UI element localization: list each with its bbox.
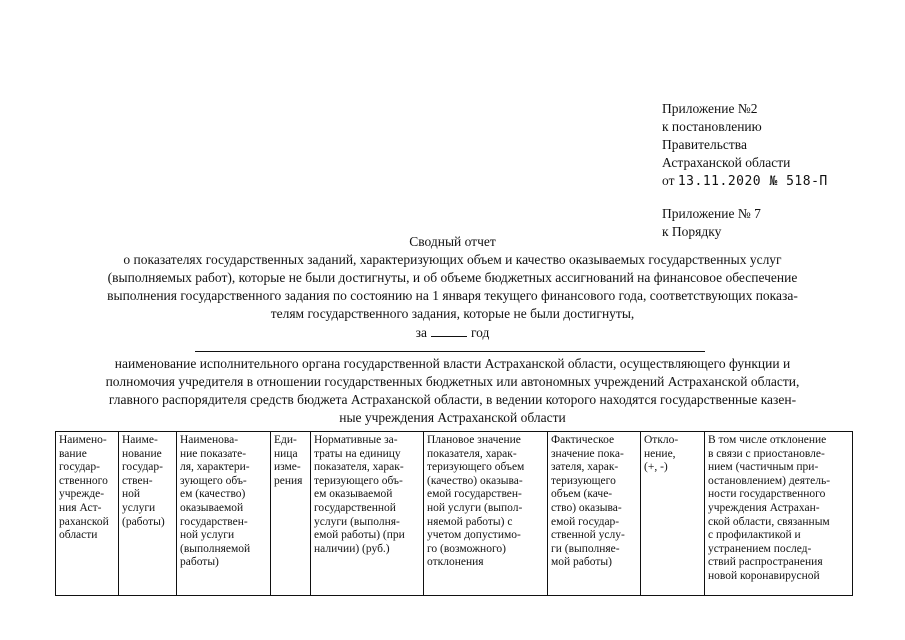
column-header-line: ной bbox=[122, 488, 141, 501]
column-header-line: Откло- bbox=[644, 434, 679, 446]
column-header-line: новой коронавирусной bbox=[708, 569, 820, 582]
column-header-line: наличии) (руб.) bbox=[314, 542, 390, 555]
column-header-line: ля, характери- bbox=[180, 461, 250, 474]
column-header-line: учетом допустимо- bbox=[427, 529, 521, 542]
report-title-line: телям государственного задания, которые не были достигнуты, bbox=[270, 306, 635, 321]
report-title bbox=[50, 233, 855, 342]
column-header-line: го (возможного) bbox=[427, 542, 506, 555]
column-header bbox=[119, 432, 177, 596]
column-header bbox=[177, 432, 271, 596]
column-header-line: (выполняемой bbox=[180, 542, 251, 555]
column-header-line: зателя, харак- bbox=[551, 461, 619, 474]
org-caption-line: наименование исполнительного органа государственной власти Астраханской области, осуществляющего функции и bbox=[114, 356, 791, 371]
column-header bbox=[548, 432, 641, 596]
table-header-row bbox=[56, 432, 853, 596]
column-header-line: Наимено- bbox=[59, 434, 107, 446]
column-header-line: остановлением) деятель- bbox=[708, 474, 831, 487]
column-header-line: услуги (выполня- bbox=[314, 515, 400, 528]
column-header bbox=[56, 432, 119, 596]
column-header-line: ница bbox=[274, 447, 298, 460]
column-header-line: вание bbox=[59, 447, 87, 460]
column-header-line: государ- bbox=[122, 461, 163, 474]
year-suffix: год bbox=[470, 325, 490, 340]
column-header-line: изме- bbox=[274, 461, 301, 474]
column-header-line: работы) bbox=[180, 556, 219, 569]
report-title-line: о показателях государственных заданий, характеризующих объем и качество оказываемых государственных услуг bbox=[123, 252, 782, 267]
org-caption bbox=[50, 355, 855, 427]
column-header-line: в связи с приостановле- bbox=[708, 447, 825, 460]
appendix-header bbox=[662, 100, 892, 191]
column-header-line: теризующего объ- bbox=[314, 474, 403, 487]
year-prefix: за bbox=[415, 325, 427, 340]
column-header bbox=[641, 432, 705, 596]
column-header-line: (работы) bbox=[122, 515, 165, 528]
appendix-line: Правительства bbox=[662, 137, 747, 152]
column-header-line: ственной услу- bbox=[551, 529, 625, 542]
column-header-line: Еди- bbox=[274, 434, 297, 446]
appendix-date-line bbox=[662, 172, 892, 191]
column-header-line: Нормативные за- bbox=[314, 434, 398, 446]
org-name-underline bbox=[195, 351, 705, 352]
report-table bbox=[55, 431, 853, 596]
org-caption-line: полномочия учредителя в отношении государственных бюджетных или автономных учреждений Астраханской области, bbox=[105, 374, 800, 389]
column-header-line: мой работы) bbox=[551, 556, 612, 569]
column-header-line: показателя, харак- bbox=[314, 461, 404, 474]
column-header-line: теризующего bbox=[551, 474, 616, 487]
column-header-line: государственной bbox=[314, 501, 396, 514]
column-header-line: Фактическое bbox=[551, 434, 615, 446]
appendix-line: к постановлению bbox=[662, 119, 762, 134]
column-header-line: рения bbox=[274, 474, 303, 487]
column-header-line: нение, bbox=[644, 447, 676, 460]
report-year-line bbox=[50, 323, 855, 342]
column-header-line: раханской bbox=[59, 515, 109, 528]
column-header-line: услуги bbox=[122, 501, 156, 514]
column-header-line: ной услуги bbox=[180, 529, 235, 542]
column-header-line: ствий распространения bbox=[708, 556, 823, 569]
report-title-line: (выполняемых работ), которые не были достигнуты, и об объеме бюджетных ассигнований на финансовое обеспечение bbox=[107, 270, 798, 285]
column-header-line: ем оказываемой bbox=[314, 488, 393, 501]
column-header bbox=[705, 432, 853, 596]
column-header-line: емой работы) (при bbox=[314, 529, 405, 542]
org-caption-line: главного распорядителя средств бюджета Астраханской области, в ведении которого находятся государственные казен- bbox=[108, 392, 797, 407]
column-header-line: с профилактикой и bbox=[708, 529, 801, 542]
column-header-line: ги (выполняе- bbox=[551, 542, 620, 555]
org-caption-line: ные учреждения Астраханской области bbox=[339, 410, 566, 425]
year-blank-field bbox=[431, 323, 467, 337]
decree-date-number: 13.11.2020 № 518-П bbox=[677, 174, 828, 189]
column-header-line: ние показате- bbox=[180, 447, 247, 460]
column-header-line: емой государ- bbox=[551, 515, 620, 528]
column-header-line: Наименова- bbox=[180, 434, 239, 446]
column-header-line: учрежде- bbox=[59, 488, 105, 501]
column-header-line: государ- bbox=[59, 461, 100, 474]
column-header-line: оказываемой bbox=[180, 501, 244, 514]
report-title-line: выполнения государственного задания по состоянию на 1 января текущего финансового года, соответствующих показа- bbox=[107, 288, 798, 303]
appendix-sub-line: Приложение № 7 bbox=[662, 206, 761, 221]
column-header-line: ство) оказыва- bbox=[551, 501, 622, 514]
column-header-line: значение пока- bbox=[551, 447, 624, 460]
column-header-line: учреждения Астрахан- bbox=[708, 501, 820, 514]
column-header-line: (+, -) bbox=[644, 461, 668, 474]
date-prefix: от bbox=[662, 173, 675, 188]
column-header-line: емой государствен- bbox=[427, 488, 522, 501]
column-header-line: зующего объ- bbox=[180, 474, 247, 487]
column-header-line: области bbox=[59, 529, 98, 542]
column-header-line: показателя, харак- bbox=[427, 447, 517, 460]
column-header-line: ем (качество) bbox=[180, 488, 246, 501]
appendix-sub-line: к Порядку bbox=[662, 224, 722, 239]
column-header bbox=[271, 432, 311, 596]
column-header-line: нием (частичным при- bbox=[708, 461, 819, 474]
report-heading: Сводный отчет bbox=[409, 234, 496, 249]
column-header-line: ной услуги (выпол- bbox=[427, 501, 523, 514]
column-header-line: государствен- bbox=[180, 515, 248, 528]
column-header-line: (качество) оказыва- bbox=[427, 474, 523, 487]
column-header-line: Наиме- bbox=[122, 434, 158, 446]
appendix-line: Приложение №2 bbox=[662, 101, 758, 116]
column-header bbox=[311, 432, 424, 596]
column-header-line: няемой работы) с bbox=[427, 515, 513, 528]
column-header bbox=[424, 432, 548, 596]
column-header-line: Плановое значение bbox=[427, 434, 521, 446]
column-header-line: ственного bbox=[59, 474, 108, 487]
column-header-line: ствен- bbox=[122, 474, 153, 487]
column-header-line: отклонения bbox=[427, 556, 484, 569]
column-header-line: ности государственного bbox=[708, 488, 826, 501]
column-header-line: устранением послед- bbox=[708, 542, 812, 555]
column-header-line: ния Аст- bbox=[59, 501, 102, 514]
column-header-line: объем (каче- bbox=[551, 488, 613, 501]
column-header-line: нование bbox=[122, 447, 162, 460]
column-header-line: траты на единицу bbox=[314, 447, 401, 460]
appendix-line: Астраханской области bbox=[662, 155, 791, 170]
column-header-line: теризующего объем bbox=[427, 461, 525, 474]
column-header-line: ской области, связанным bbox=[708, 515, 830, 528]
column-header-line: В том числе отклонение bbox=[708, 434, 827, 446]
